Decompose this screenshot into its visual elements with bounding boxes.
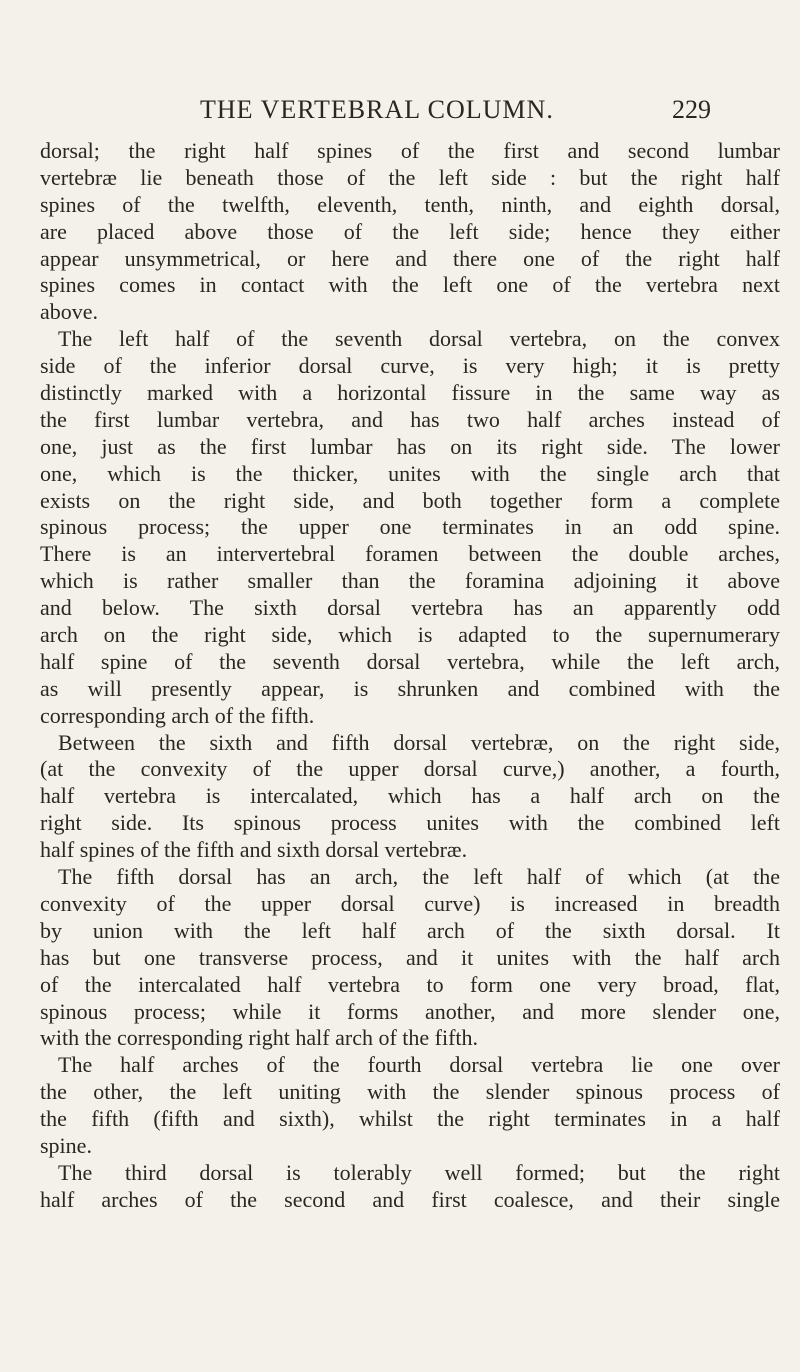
text-line: with the corresponding right half arch of the fifth. <box>40 1025 479 1051</box>
text-line: half spines of the fifth and sixth dorsal vertebræ. <box>40 837 468 863</box>
text-line: Between the sixth and fifth dorsal vertebræ, on the right side, <box>58 729 780 755</box>
text-line: half vertebra is intercalated, which has a half arch on the <box>40 783 780 809</box>
text-line: spinous process; while it forms another, and more slender one, <box>40 998 780 1024</box>
text-line: half spine of the seventh dorsal vertebra, while the left arch, <box>40 648 780 674</box>
text-line: above. <box>40 299 99 325</box>
text-line: There is an intervertebral foramen between the double arches, <box>40 541 780 567</box>
text-line: exists on the right side, and both together form a complete <box>40 487 780 513</box>
text-line: dorsal; the right half spines of the first and second lumbar <box>40 138 780 163</box>
text-line: vertebræ lie beneath those of the left side : but the right half <box>40 164 780 190</box>
text-line: right side. Its spinous process unites with the combined left <box>40 810 780 836</box>
text-line: has but one transverse process, and it unites with the half arch <box>40 944 780 970</box>
text-line: spines comes in contact with the left one of the vertebra next <box>40 272 780 298</box>
text-line: the other, the left uniting with the slender spinous process of <box>40 1079 780 1105</box>
text-line: The half arches of the fourth dorsal vertebra lie one over <box>58 1052 780 1078</box>
text-line: and below. The sixth dorsal vertebra has an apparently odd <box>40 595 780 621</box>
text-line: The left half of the seventh dorsal vertebra, on the convex <box>58 326 780 352</box>
text-line: spinous process; the upper one terminates in an odd spine. <box>40 514 780 540</box>
text-line: one, just as the first lumbar has on its right side. The lower <box>40 433 780 459</box>
text-line: corresponding arch of the fifth. <box>40 702 315 728</box>
text-line: appear unsymmetrical, or here and there one of the right half <box>40 245 780 271</box>
text-line: the first lumbar vertebra, and has two half arches instead of <box>40 406 780 432</box>
chapter-title: THE VERTEBRAL COLUMN. <box>200 95 554 124</box>
text-line: side of the inferior dorsal curve, is very high; it is pretty <box>40 353 780 379</box>
text-line: one, which is the thicker, unites with the single arch that <box>40 460 780 486</box>
text-line: The fifth dorsal has an arch, the left half of which (at the <box>58 864 780 890</box>
text-line: of the intercalated half vertebra to form one very broad, flat, <box>40 971 780 997</box>
text-line: arch on the right side, which is adapted to the supernumerary <box>40 622 780 648</box>
text-line: which is rather smaller than the foramina adjoining it above <box>40 568 780 594</box>
body-text <box>40 138 780 1214</box>
running-head <box>0 0 800 140</box>
text-line: the fifth (fifth and sixth), whilst the right terminates in a half <box>40 1106 780 1132</box>
text-line: (at the convexity of the upper dorsal curve,) another, a fourth, <box>40 756 780 782</box>
text-line: as will presently appear, is shrunken and combined with the <box>40 675 780 701</box>
page-number: 229 <box>672 95 711 124</box>
text-line: spines of the twelfth, eleventh, tenth, ninth, and eighth dorsal, <box>40 191 780 217</box>
text-line: are placed above those of the left side; hence they either <box>40 218 780 244</box>
text-line: convexity of the upper dorsal curve) is increased in breadth <box>40 890 780 916</box>
text-line: distinctly marked with a horizontal fissure in the same way as <box>40 380 780 406</box>
text-line: spine. <box>40 1132 92 1158</box>
text-line: by union with the left half arch of the sixth dorsal. It <box>40 917 780 943</box>
text-line: The third dorsal is tolerably well formed; but the right <box>58 1159 780 1185</box>
text-line: half arches of the second and first coalesce, and their single <box>40 1186 780 1212</box>
